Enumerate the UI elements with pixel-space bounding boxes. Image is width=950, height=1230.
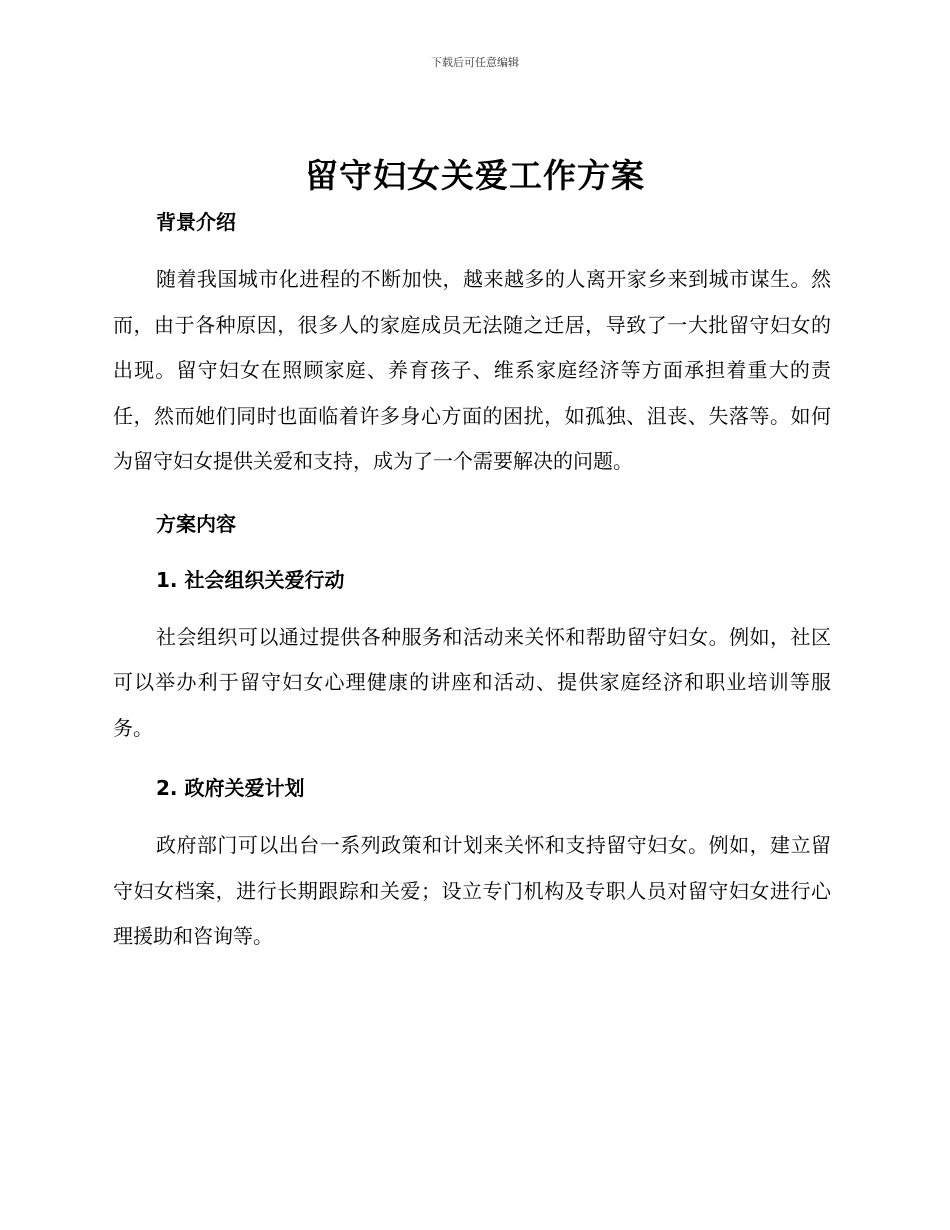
- document-title: 留守妇女关爱工作方案: [305, 156, 645, 195]
- subsection-paragraph-government: 政府部门可以出台一系列政策和计划来关怀和支持留守妇女。例如，建立留守妇女档案，进行长期跟踪和关爱；设立专门机构及专职人员对留守妇女进行心理援助和咨询等。: [113, 833, 831, 948]
- header-note: 下载后可任意编辑: [431, 56, 519, 69]
- document-body: [113, 205, 831, 960]
- section-paragraph-background: 随着我国城市化进程的不断加快，越来越多的人离开家乡来到城市谋生。然而，由于各种原因，很多人的家庭成员无法随之迁居，导致了一大批留守妇女的出现。留守妇女在照顾家庭、养育孩子、维系家庭经济等方面承担着重大的责任，然而她们同时也面临着许多身心方面的困扰，如孤独、沮丧、失落等。如何为留守妇女提供关爱和支持，成为了一个需要解决的问题。: [113, 267, 831, 473]
- section-heading-background: 背景介绍: [156, 210, 236, 234]
- subsection-paragraph-social: 社会组织可以通过提供各种服务和活动来关怀和帮助留守妇女。例如，社区可以举办利于留守妇女心理健康的讲座和活动、提供家庭经济和职业培训等服务。: [113, 624, 831, 740]
- section-heading-plan: 方案内容: [156, 511, 236, 536]
- subsection-heading-social: 1. 社会组织关爱行动: [156, 567, 345, 592]
- subsection-heading-government: 2. 政府关爱计划: [156, 776, 305, 800]
